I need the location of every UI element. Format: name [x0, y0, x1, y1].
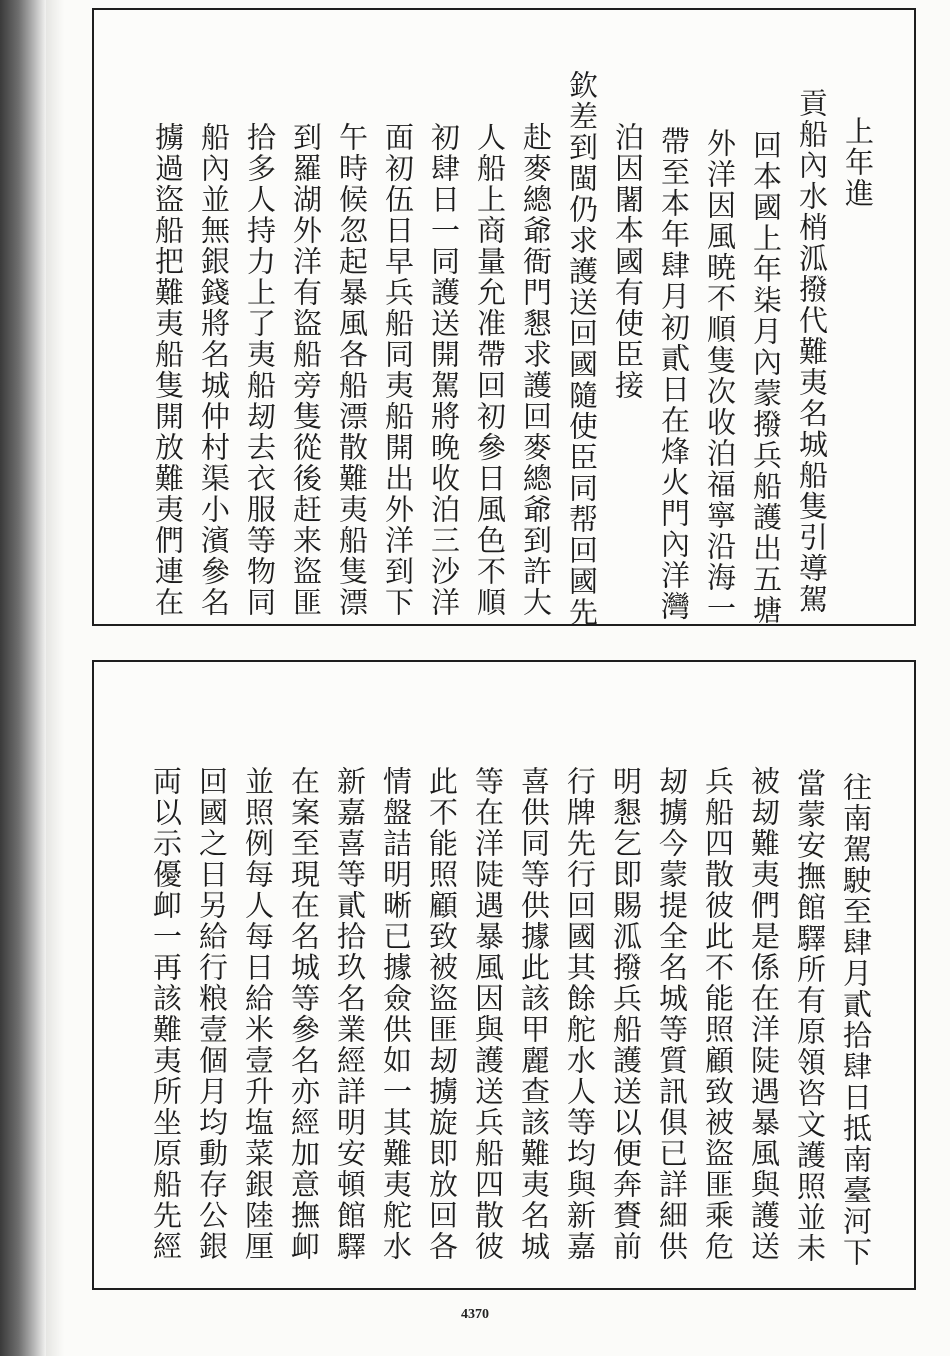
manuscript-column: 喜供同等供據此該甲麗查該難夷名城 [517, 766, 551, 1262]
manuscript-column: 面初伍日早兵船同夷船開出外洋到下 [381, 122, 415, 618]
manuscript-column: 赴麥總爺衙門懇求護回麥總爺到許大 [519, 122, 553, 618]
manuscript-column: 當蒙安撫館驛所有原領咨文護照並未 [793, 768, 827, 1264]
manuscript-column: 兵船四散彼此不能照顧致被盜匪乘危 [701, 766, 735, 1262]
manuscript-column: 回本國上年柒月內蒙撥兵船護出五塘 [749, 130, 783, 626]
manuscript-column: 行牌先行回國其餘舵水人等均與新嘉 [563, 766, 597, 1262]
manuscript-column: 往南駕駛至肆月貳拾肆日抵南臺河下 [839, 772, 873, 1268]
upper-manuscript-panel [92, 8, 916, 626]
manuscript-column: 擄過盜船把難夷船隻開放難夷們連在 [151, 122, 185, 618]
book-binding-shadow [0, 0, 46, 1356]
manuscript-column: 明懇乞即賜泒撥兵船護送以便奔賚前 [609, 766, 643, 1262]
page-number: 4370 [461, 1307, 489, 1322]
manuscript-column: 被刼難夷們是係在洋陡遇暴風與護送 [747, 766, 781, 1262]
lower-column-group [94, 662, 914, 1288]
manuscript-column: 貢船內水梢泒撥代難夷名城船隻引導駕 [795, 88, 829, 615]
manuscript-column: 人船上商量允准帶回初參日風色不順 [473, 122, 507, 618]
manuscript-column: 刼擄今蒙提全名城等質訊俱已詳細供 [655, 766, 689, 1262]
page-gutter [46, 0, 64, 1356]
manuscript-column: 帶至本年肆月初貳日在烽火門內洋灣 [657, 126, 691, 622]
manuscript-column: 拾多人持力上了夷船刼去衣服等物同 [243, 122, 277, 618]
lower-manuscript-panel [92, 660, 916, 1290]
manuscript-column: 初肆日一同護送開駕將晚收泊三沙洋 [427, 122, 461, 618]
manuscript-column: 此不能照顧致被盜匪刼擄旋即放回各 [425, 766, 459, 1262]
manuscript-column: 在案至現在名城等參名亦經加意撫卹 [287, 766, 321, 1262]
manuscript-column: 情盤詰明晰已據僉供如一其難夷舵水 [379, 766, 413, 1262]
manuscript-column: 等在洋陡遇暴風因與護送兵船四散彼 [471, 766, 505, 1262]
manuscript-column: 外洋因風暁不順隻次收泊福寧沿海一 [703, 128, 737, 624]
manuscript-column: 並照例每人每日給米壹升塩菜銀陸厘 [241, 766, 275, 1262]
manuscript-column: 泊因闍本國有使臣接 [611, 122, 645, 401]
manuscript-column: 欽差到閩仍求護送回國隨使臣同帮回國先 [565, 70, 599, 628]
upper-column-group [94, 10, 914, 628]
manuscript-column: 回國之日另給行粮壹個月均動存公銀 [195, 766, 229, 1262]
manuscript-column: 上年進 [841, 116, 875, 209]
manuscript-column: 両以示優卹一再該難夷所坐原船先經 [149, 766, 183, 1262]
manuscript-column: 午時候忽起暴風各船漂散難夷船隻漂 [335, 122, 369, 618]
manuscript-column: 新嘉喜等貳拾玖名業經詳明安頓館驛 [333, 766, 367, 1262]
manuscript-column: 船內並無銀錢將名城仲村渠小濱參名 [197, 122, 231, 618]
manuscript-column: 到羅湖外洋有盜船旁隻從後赶来盜匪 [289, 122, 323, 618]
